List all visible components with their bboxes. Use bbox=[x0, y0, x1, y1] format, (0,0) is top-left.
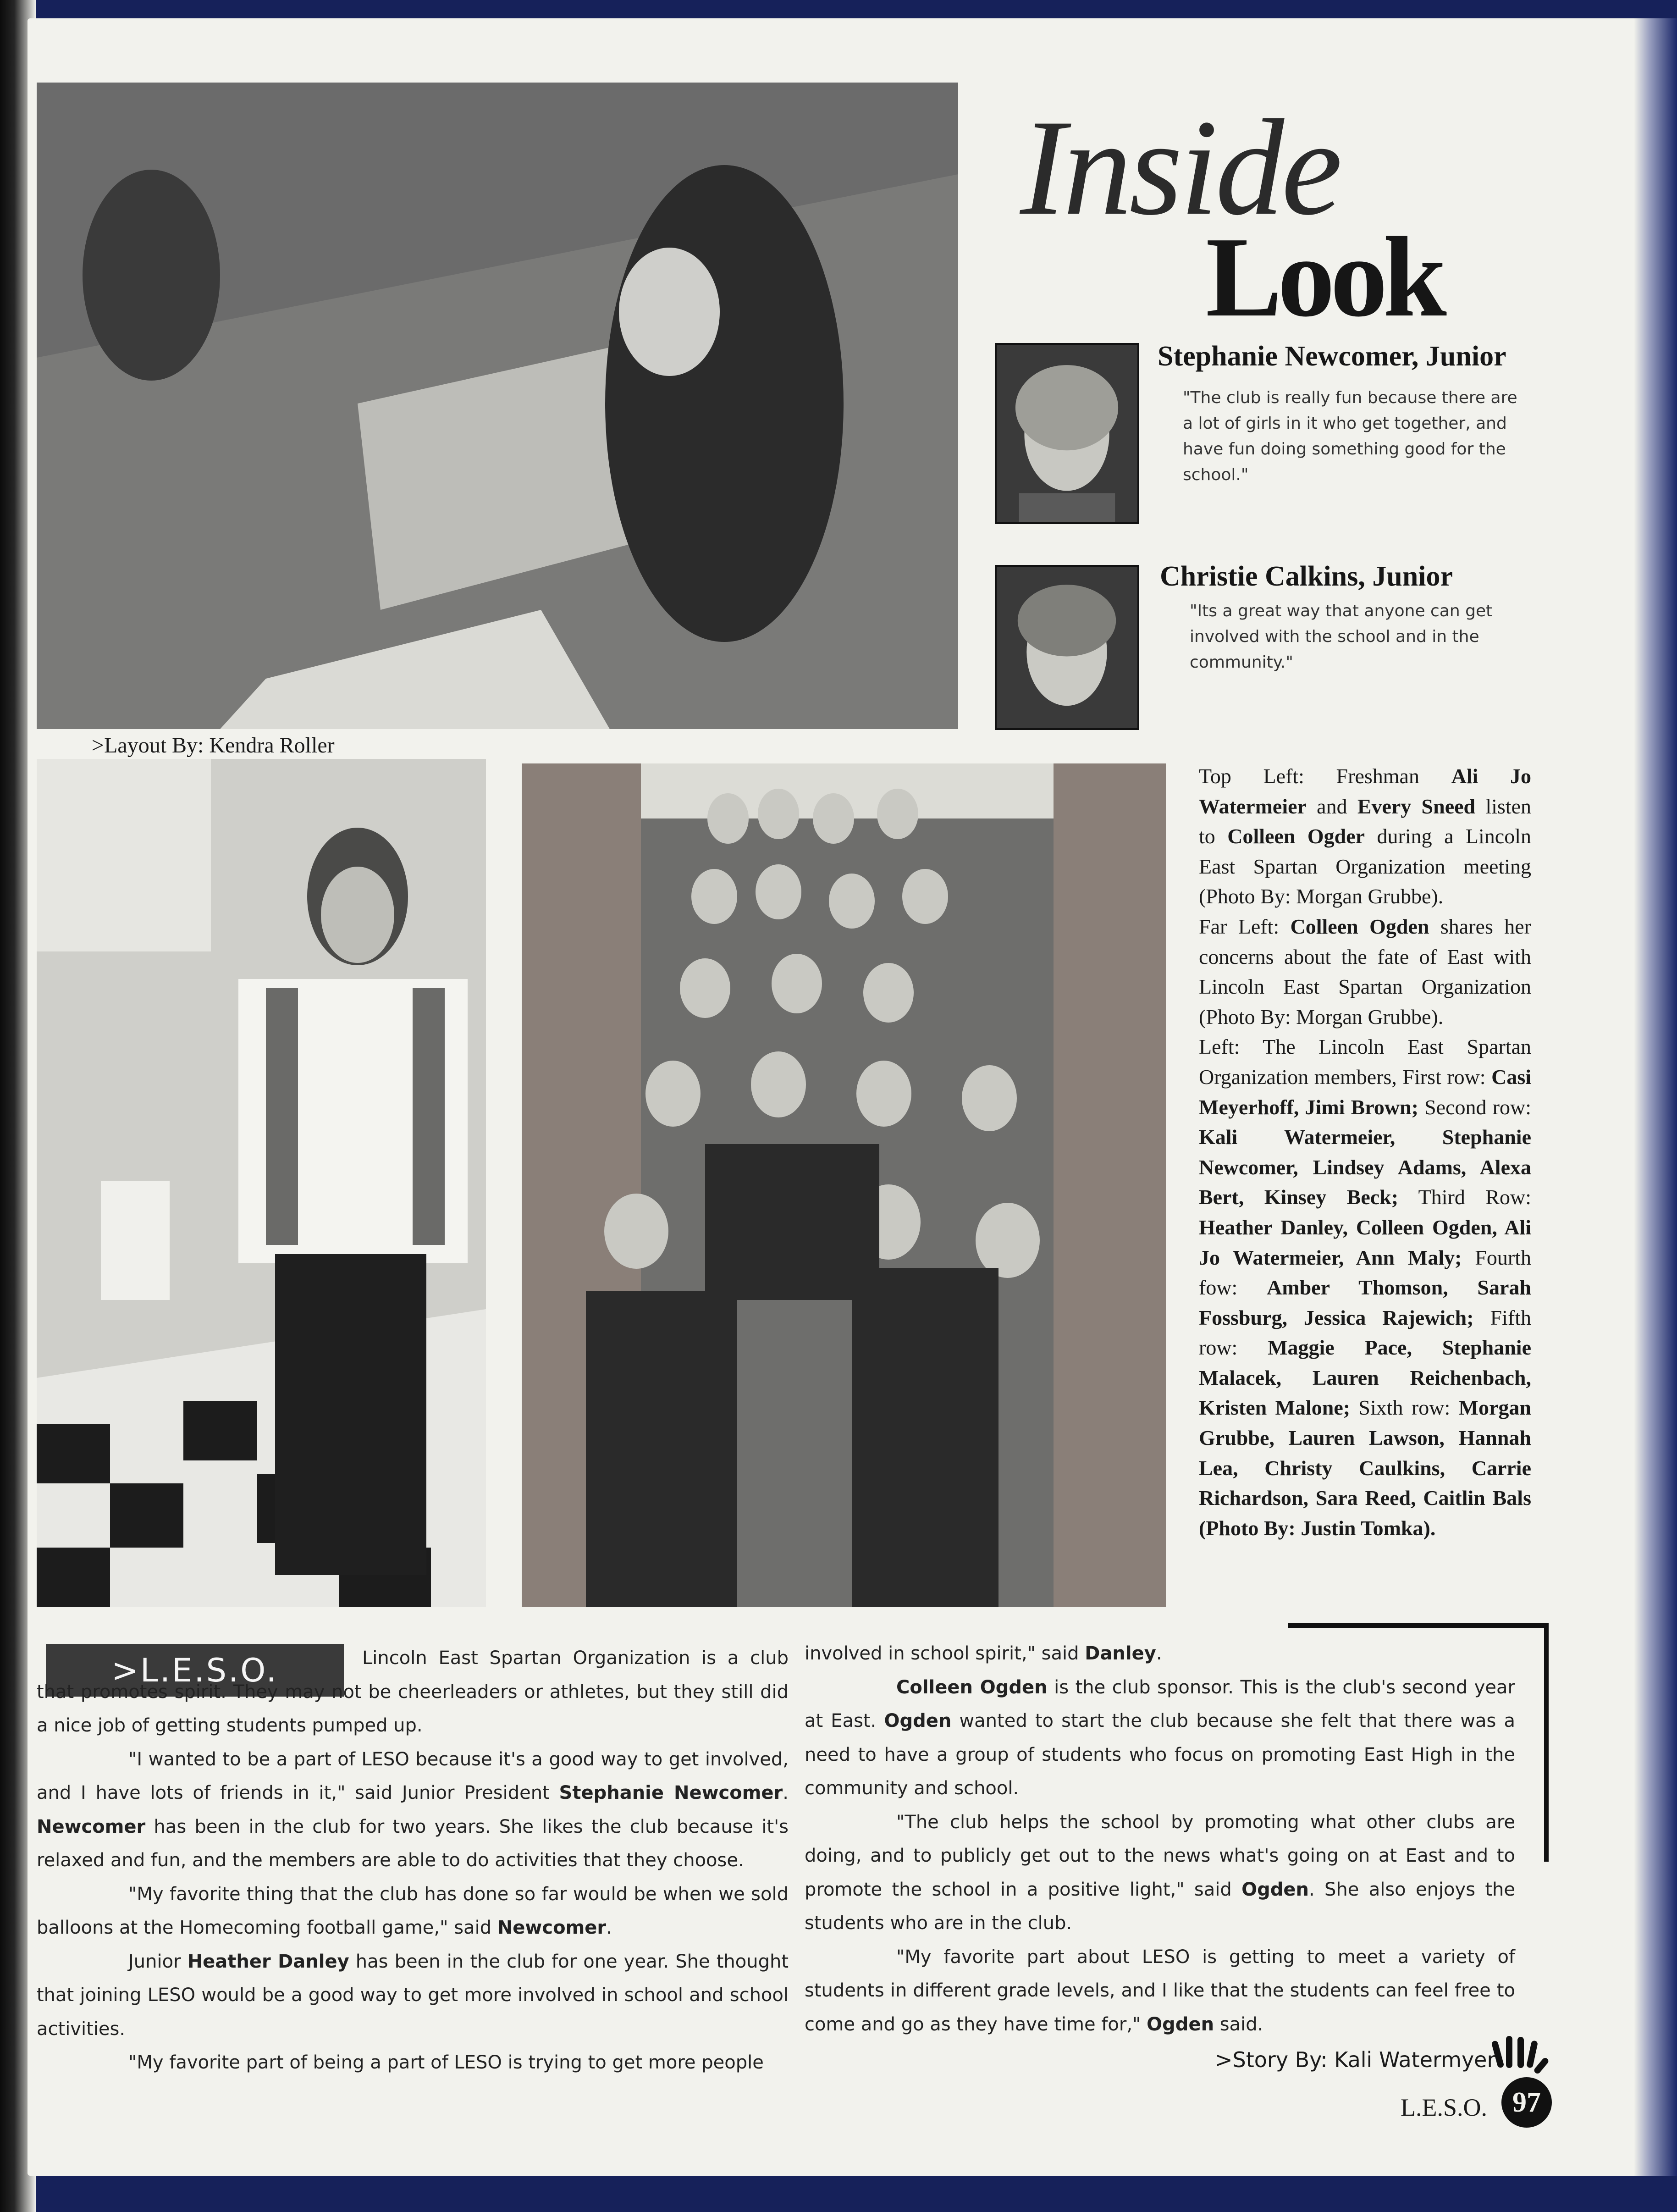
story-paragraph bbox=[805, 1806, 1515, 1941]
story-name: Ogden bbox=[1241, 1879, 1309, 1900]
caption-name: Ali Jo Watermeier bbox=[1199, 764, 1532, 818]
story-name: Newcomer bbox=[497, 1917, 607, 1938]
photo-group-stairs bbox=[522, 763, 1166, 1607]
profile-name-christie: Christie Calkins, Junior bbox=[1160, 561, 1453, 592]
story-name: Ogden bbox=[884, 1710, 952, 1731]
headshot-stephanie-newcomer bbox=[995, 343, 1139, 524]
title-look: Look bbox=[1206, 214, 1442, 341]
caption-text: during a Lincoln East Spartan Organization meeting (Photo By: Morgan Grubbe). bbox=[1199, 824, 1532, 908]
story-name: Ogden bbox=[1147, 2013, 1214, 2035]
story-text: . bbox=[1156, 1643, 1162, 1664]
story-paragraph bbox=[37, 1743, 789, 1878]
caption-name: Colleen Ogden bbox=[1290, 914, 1429, 938]
caption-name: Colleen Ogder bbox=[1227, 824, 1365, 848]
profile-quote-stephanie: "The club is really fun because there are a lot of girls in it who get together, and have fun doing something good for the school." bbox=[1183, 388, 1517, 484]
caption-text: and bbox=[1306, 794, 1357, 818]
story-text: is the club sponsor. This is the club's second year at East. bbox=[805, 1676, 1515, 1731]
story-name: Danley bbox=[1085, 1643, 1156, 1664]
caption-name: Amber Thomson, Sarah Fossburg, Jessica Rajewich; bbox=[1199, 1276, 1531, 1329]
story-text: involved in school spirit," said bbox=[805, 1643, 1085, 1664]
photo-classroom-meeting bbox=[37, 83, 958, 729]
story-text: "My favorite thing that the club has done so far would be when we sold balloons at the Homecoming football game," said bbox=[37, 1883, 789, 1938]
decorative-bracket-top bbox=[1288, 1623, 1549, 1628]
story-right-column bbox=[805, 1637, 1515, 2041]
caption-name: Heather Danley, Colleen Ogden, Ali Jo Watermeier, Ann Maly; bbox=[1199, 1215, 1531, 1269]
photo-sponsor-standing bbox=[37, 759, 486, 1607]
caption-text: Fourth fow: bbox=[1199, 1245, 1531, 1300]
folio-section: L.E.S.O. bbox=[1401, 2094, 1487, 2121]
caption-name: Morgan Grubbe, Lauren Lawson, Hannah Lea, Christy Caulkins, Carrie Richardson, Sara Reed, Caitlin Bals (Photo By: Justin Tomka). bbox=[1199, 1396, 1531, 1540]
caption-text: Fifth row: bbox=[1199, 1305, 1531, 1360]
caption-text: Sixth row: bbox=[1350, 1396, 1459, 1420]
profile-name-stephanie: Stephanie Newcomer, Junior bbox=[1158, 341, 1506, 372]
story-left-column bbox=[37, 1642, 789, 2080]
decorative-bracket-side bbox=[1544, 1623, 1549, 1862]
caption-text: shares her concerns about the fate of East with Lincoln East Spartan Organization (Photo By: Morgan Grubbe). bbox=[1199, 914, 1531, 1029]
story-text: has been in the club for one year. She thought that joining LESO would be a good way to get more involved in school and school activities. bbox=[37, 1951, 789, 2040]
page-number: 97 bbox=[1501, 2077, 1552, 2128]
story-paragraph bbox=[805, 1637, 1515, 1671]
caption-text: Third Row: bbox=[1398, 1185, 1531, 1209]
caption-name: Every Sneed bbox=[1357, 794, 1476, 818]
headshot-christie-calkins bbox=[995, 565, 1139, 730]
story-name: Stephanie Newcomer bbox=[559, 1782, 783, 1803]
story-text: "The club helps the school by promoting what other clubs are doing, and to publicly get out to the news what's going on at East and to promote the school in a positive light," said bbox=[805, 1811, 1515, 1900]
story-text: Junior bbox=[128, 1951, 188, 1972]
story-text: has been in the club for two years. She likes the club because it's relaxed and fun, and the members are able to do activities that they choose. bbox=[37, 1816, 789, 1871]
story-paragraph bbox=[37, 1878, 789, 1945]
story-name: Heather Danley bbox=[187, 1951, 349, 1972]
caption-name: Casi Meyerhoff, Jimi Brown; bbox=[1199, 1065, 1531, 1119]
story-text: . She also enjoys the students who are in the club. bbox=[805, 1879, 1515, 1934]
layout-credit: >Layout By: Kendra Roller bbox=[92, 733, 335, 758]
story-paragraph: "My favorite part of being a part of LESO is trying to get more people bbox=[128, 2052, 764, 2073]
story-text: . bbox=[783, 1782, 789, 1803]
caption-text: Second row: bbox=[1418, 1095, 1531, 1119]
page-edge bbox=[1634, 18, 1677, 2176]
story-text: wanted to start the club because she felt that there was a need to have a group of students who focus on promoting East High in the community and school. bbox=[805, 1710, 1515, 1799]
caption-text: Far Left: bbox=[1199, 914, 1291, 938]
story-paragraph: Lincoln East Spartan Organization is a club that promotes spirit. They may not be cheerleaders or athletes, but they still did a nice job of getting students pumped up. bbox=[37, 1648, 789, 1736]
story-paragraph bbox=[805, 1941, 1515, 2042]
story-text: said. bbox=[1214, 2013, 1263, 2035]
story-paragraph bbox=[805, 1671, 1515, 1806]
section-badge: >L.E.S.O. bbox=[46, 1644, 344, 1697]
story-name: Newcomer bbox=[37, 1816, 146, 1837]
story-text: . bbox=[606, 1917, 612, 1938]
story-credit: >Story By: Kali Watermyer bbox=[1215, 2047, 1496, 2072]
profile-quote-christie: "Its a great way that anyone can get involved with the school and in the community." bbox=[1190, 602, 1493, 672]
title-inside: Inside bbox=[1020, 91, 1340, 243]
story-paragraph bbox=[37, 1945, 789, 2046]
caption-name: Kali Watermeier, Stephanie Newcomer, Lindsey Adams, Alexa Bert, Kinsey Beck; bbox=[1199, 1125, 1531, 1209]
story-text: "My favorite part about LESO is getting to meet a variety of students in different grade levels, and I like that the students can feel free to come and go as they have time for," bbox=[805, 1946, 1515, 2035]
caption-text: Left: The Lincoln East Spartan Organization members, First row: bbox=[1199, 1035, 1531, 1089]
caption-name: Maggie Pace, Stephanie Malacek, Lauren Reichenbach, Kristen Malone; bbox=[1199, 1336, 1531, 1420]
photo-caption bbox=[1199, 761, 1531, 1543]
caption-text: listen to bbox=[1199, 794, 1531, 848]
story-name: Colleen Ogden bbox=[896, 1676, 1048, 1698]
story-text: "I wanted to be a part of LESO because it's a good way to get involved, and I have lots of friends in it," said Junior President bbox=[37, 1748, 789, 1803]
caption-text: Top Left: Freshman bbox=[1199, 764, 1451, 788]
